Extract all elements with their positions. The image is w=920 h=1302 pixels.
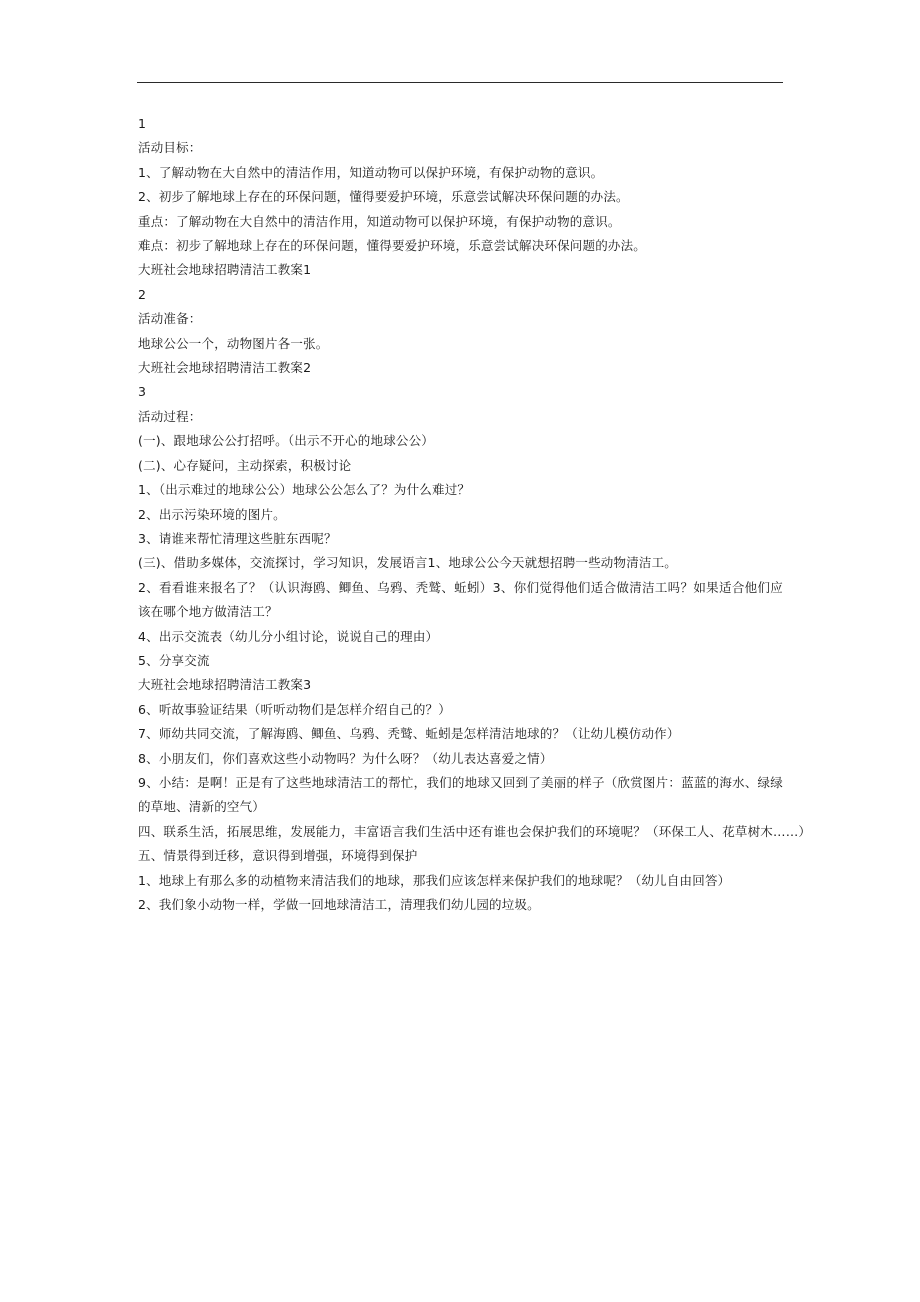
section-number: 3 <box>138 384 147 400</box>
section-number: 1 <box>138 116 147 131</box>
paragraph: 8、小朋友们，你们喜欢这些小动物吗？为什么呀？（幼儿表达喜爱之情） <box>138 750 553 766</box>
paragraph: 1、了解动物在大自然中的清洁作用，知道动物可以保护环境，有保护动物的意识。 <box>138 164 604 180</box>
section-number: 2 <box>138 286 147 302</box>
paragraph: 1、地球上有那么多的动植物来清洁我们的地球，那我们应该怎样来保护我们的地球呢？（幼儿自由回答） <box>138 872 731 888</box>
paragraph: 重点：了解动物在大自然中的清洁作用，知道动物可以保护环境，有保护动物的意识。 <box>138 213 621 229</box>
paragraph: 四、联系生活，拓展思维，发展能力，丰富语言我们生活中还有谁也会保护我们的环境呢？（环保工人、花草树木……） <box>138 823 812 839</box>
document-title-line: 大班社会地球招聘清洁工教案1 <box>138 262 312 278</box>
paragraph: (三)、借助多媒体，交流探讨，学习知识，发展语言1、地球公公今天就想招聘一些动物清洁工。 <box>138 555 678 571</box>
paragraph: (二)、心存疑问，主动探索，积极讨论 <box>138 457 352 473</box>
document-body <box>138 112 812 917</box>
document-title-line: 大班社会地球招聘清洁工教案2 <box>138 360 312 376</box>
paragraph: 9、小结：是啊！正是有了这些地球清洁工的帮忙，我们的地球又回到了美丽的样子（欣赏图片：蓝蓝的海水、绿绿的草地、清新的空气） <box>138 774 783 815</box>
paragraph: 2、出示污染环境的图片。 <box>138 506 286 522</box>
paragraph: 地球公公一个，动物图片各一张。 <box>138 335 329 351</box>
section-heading: 活动目标： <box>138 140 202 156</box>
paragraph: 5、分享交流 <box>138 652 210 668</box>
section-heading: 活动过程： <box>138 408 202 424</box>
paragraph: 6、听故事验证结果（听听动物们是怎样介绍自己的？） <box>138 701 451 717</box>
paragraph: 五、情景得到迁移，意识得到增强，环境得到保护 <box>138 848 418 864</box>
paragraph: 2、看看谁来报名了？（认识海鸥、鲫鱼、乌鸦、秃鹫、蚯蚓）3、你们觉得他们适合做清洁工吗？如果适合他们应该在哪个地方做清洁工？ <box>138 579 783 620</box>
paragraph: 1、（出示难过的地球公公）地球公公怎么了？为什么难过？ <box>138 482 471 498</box>
section-heading: 活动准备： <box>138 311 202 327</box>
document-title-line: 大班社会地球招聘清洁工教案3 <box>138 677 312 693</box>
header-rule <box>137 82 783 83</box>
paragraph: 2、初步了解地球上存在的环保问题，懂得要爱护环境，乐意尝试解决环保问题的办法。 <box>138 189 629 205</box>
paragraph: 难点：初步了解地球上存在的环保问题，懂得要爱护环境，乐意尝试解决环保问题的办法。 <box>138 238 647 254</box>
paragraph: 2、我们象小动物一样，学做一回地球清洁工，清理我们幼儿园的垃圾。 <box>138 897 540 912</box>
paragraph: 4、出示交流表（幼儿分小组讨论，说说自己的理由） <box>138 628 439 644</box>
paragraph: 3、请谁来帮忙清理这些脏东西呢？ <box>138 530 337 546</box>
paragraph: (一)、跟地球公公打招呼。（出示不开心的地球公公） <box>138 433 435 449</box>
paragraph: 7、师幼共同交流，了解海鸥、鲫鱼、乌鸦、秃鹫、蚯蚓是怎样清洁地球的？（让幼儿模仿动作） <box>138 726 680 742</box>
